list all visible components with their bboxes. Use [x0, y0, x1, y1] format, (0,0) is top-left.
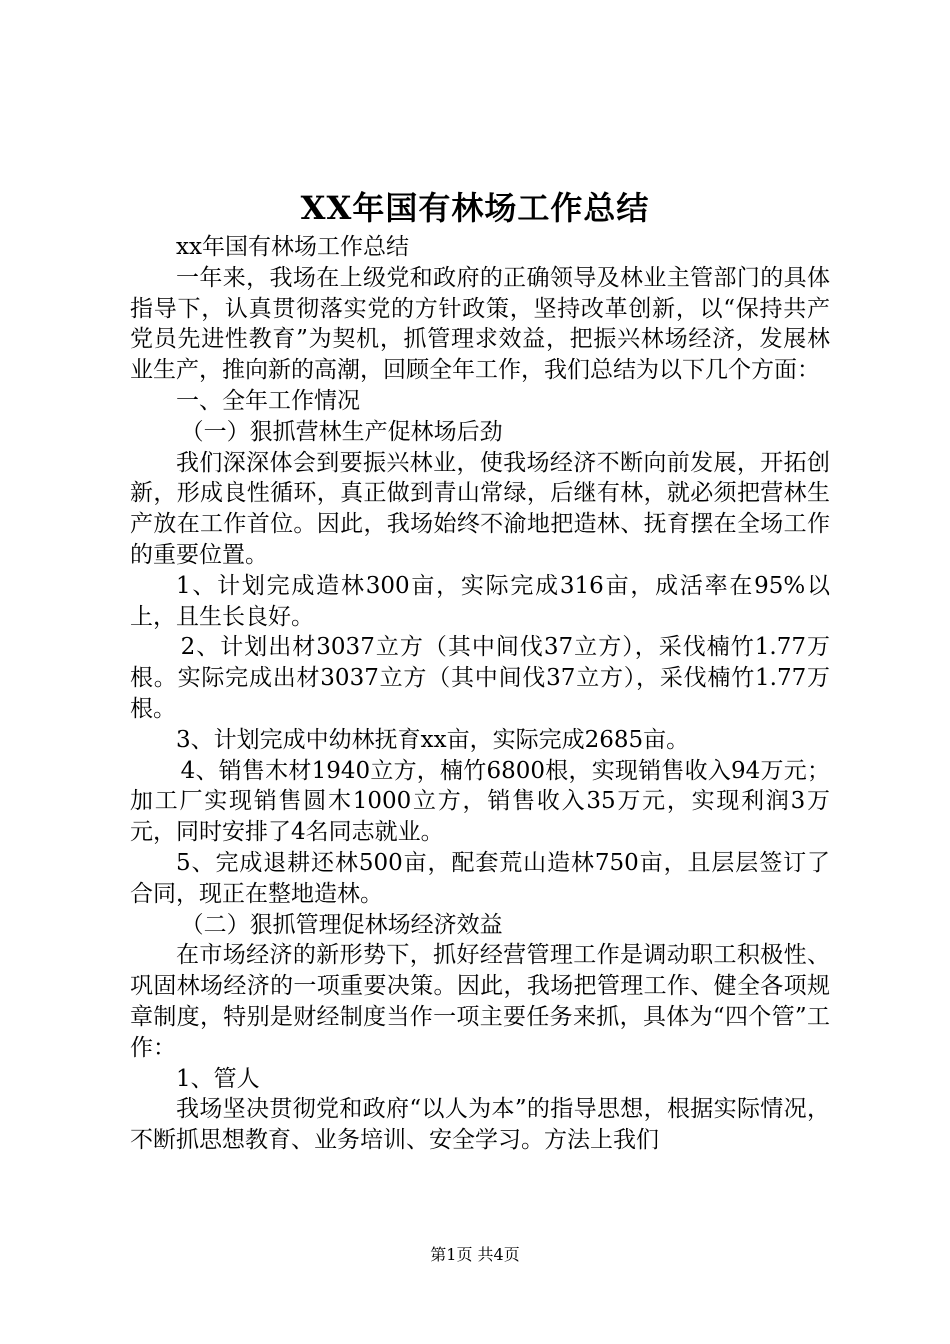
- paragraph: 我场坚决贯彻党和政府“以人为本”的指导思想，根据实际情况，不断抓思想教育、业务培训、安全学习。方法上我们: [130, 1096, 830, 1154]
- paragraph: 我们深深体会到要振兴林业，使我场经济不断向前发展，开拓创新，形成良性循环，真正做到青山常绿，后继有林，就必须把营林生产放在工作首位。因此，我场始终不渝地把造林、抚育摆在全场工作的重要位置。: [130, 449, 830, 568]
- subsection-heading: （二）狠抓管理促林场经济效益: [180, 911, 503, 938]
- page-number-footer: 第1页 共4页: [430, 1245, 520, 1264]
- paragraph: 在市场经济的新形势下，抓好经营管理工作是调动职工积极性、巩固林场经济的一项重要决策。因此，我场把管理工作、健全各项规章制度，特别是财经制度当作一项主要任务来抓，具体为“四个管”工作：: [130, 942, 830, 1061]
- list-item: 2、计划出材3037立方（其中间伐37立方），采伐楠竹1.77万根。实际完成出材3037立方（其中间伐37立方），采伐楠竹1.77万根。: [130, 634, 830, 722]
- list-item: 5、完成退耕还林500亩，配套荒山造林750亩，且层层签订了合同，现正在整地造林。: [130, 849, 830, 907]
- list-item: 1、计划完成造林300亩，实际完成316亩，成活率在95%以上，且生长良好。: [130, 572, 830, 630]
- list-item: 3、计划完成中幼林抚育xx亩，实际完成2685亩。: [176, 726, 690, 753]
- section-heading: 一、全年工作情况: [176, 387, 360, 414]
- paragraph-subtitle: xx年国有林场工作总结: [176, 234, 409, 260]
- document-body: [130, 232, 830, 1156]
- paragraph-intro: 一年来，我场在上级党和政府的正确领导及林业主管部门的具体指导下，认真贯彻落实党的方针政策，坚持改革创新，以“保持共产党员先进性教育”为契机，抓管理求效益，把振兴林场经济，发展林业生产，推向新的高潮，回顾全年工作，我们总结为以下几个方面：: [130, 264, 830, 384]
- list-item: 1、管人: [176, 1065, 260, 1092]
- list-item: 4、销售木材1940立方，楠竹6800根，实现销售收入94万元；加工厂实现销售圆木1000立方，销售收入35万元，实现利润3万元，同时安排了4名同志就业。: [130, 757, 830, 846]
- subsection-heading: （一）狠抓营林生产促林场后劲: [180, 418, 503, 445]
- document-title: XX年国有林场工作总结: [300, 189, 650, 227]
